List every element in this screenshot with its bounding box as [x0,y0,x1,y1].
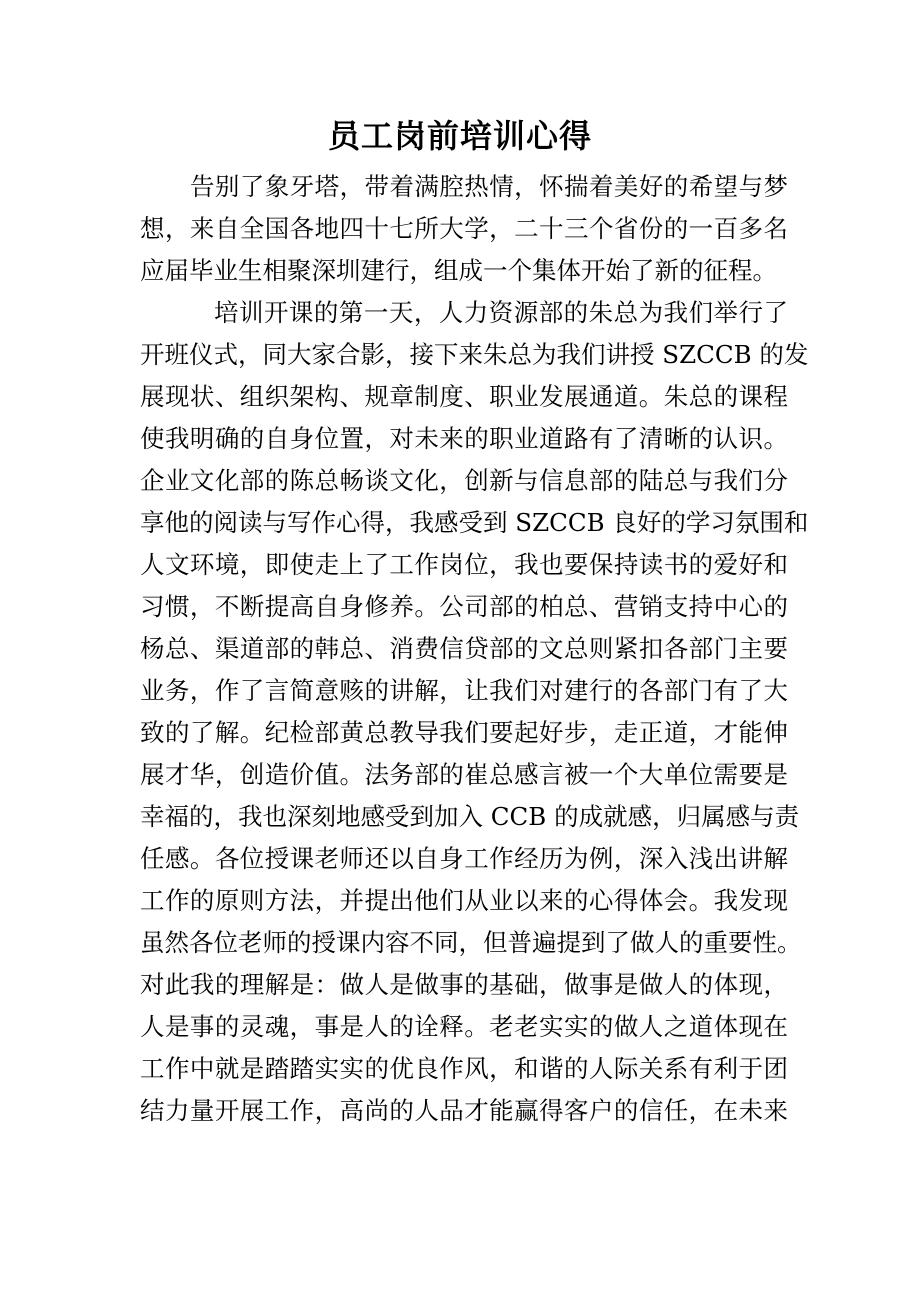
body-line: 使我明确的自身位置，对未来的职业道路有了清晰的认识。 [140,424,788,453]
document-title: 员工岗前培训心得 [327,117,592,155]
body-line: 展现状、组织架构、规章制度、职业发展通道。朱总的课程 [140,382,788,411]
body-line: 展才华，创造价值。法务部的崔总感言被一个大单位需要是 [140,760,788,789]
body-line: 想，来自全国各地四十七所大学，二十三个省份的一百多名 [140,214,788,243]
body-line: 企业文化部的陈总畅谈文化，创新与信息部的陆总与我们分 [140,466,788,495]
body-line: 告别了象牙塔，带着满腔热情，怀揣着美好的希望与梦 [190,172,788,201]
body-line: 培训开课的第一天，人力资源部的朱总为我们举行了 [214,298,788,327]
body-line: 工作的原则方法，并提出他们从业以来的心得体会。我发现 [140,886,788,915]
body-line: 杨总、渠道部的韩总、消费信贷部的文总则紧扣各部门主要 [140,634,788,663]
body-line: 应届毕业生相聚深圳建行，组成一个集体开始了新的征程。 [140,256,777,285]
body-line: 结力量开展工作，高尚的人品才能赢得客户的信任，在未来 [140,1096,788,1125]
body-line: 习惯，不断提高自身修养。公司部的柏总、营销支持中心的 [140,592,788,621]
body-line: 业务，作了言简意赅的讲解，让我们对建行的各部门有了大 [140,676,788,705]
body-line: 工作中就是踏踏实实的优良作风，和谐的人际关系有利于团 [140,1054,788,1083]
body-line: 任感。各位授课老师还以自身工作经历为例，深入浅出讲解 [140,844,788,873]
body-line: 致的了解。纪检部黄总教导我们要起好步，走正道，才能伸 [140,718,788,747]
body-line: 人是事的灵魂，事是人的诠释。老老实实的做人之道体现在 [140,1012,788,1041]
document-body [140,166,809,1132]
body-line: 开班仪式，同大家合影，接下来朱总为我们讲授 SZCCB 的发 [140,340,809,369]
body-line: 幸福的，我也深刻地感受到加入 CCB 的成就感，归属感与责 [140,802,800,831]
body-line: 享他的阅读与写作心得，我感受到 SZCCB 良好的学习氛围和 [140,508,809,537]
body-line: 对此我的理解是：做人是做事的基础，做事是做人的体现， [140,970,788,999]
body-line: 虽然各位老师的授课内容不同，但普遍提到了做人的重要性。 [140,928,802,957]
body-line: 人文环境，即使走上了工作岗位，我也要保持读书的爱好和 [140,550,788,579]
